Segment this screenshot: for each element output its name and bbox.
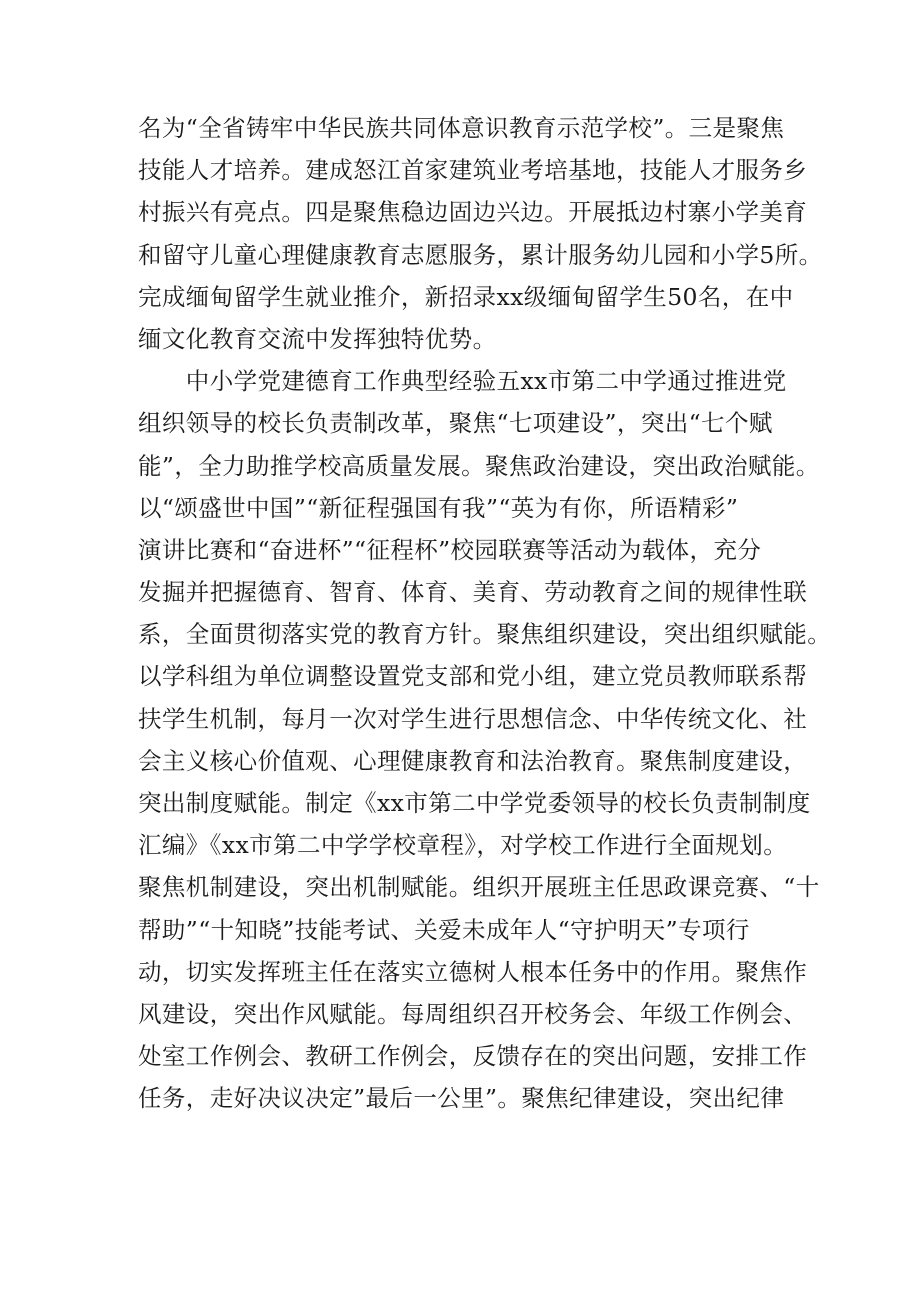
text-line: 系，全面贯彻落实党的教育方针。聚焦组织建设，突出组织赋能。 (138, 620, 832, 649)
text-line: 完成缅甸留学生就业推介，新招录xx级缅甸留学生50名，在中 (138, 282, 794, 311)
text-line: 演讲比赛和“奋进杯”“征程杯”校园联赛等活动为载体，充分 (138, 535, 762, 564)
text-line: 处室工作例会、教研工作例会，反馈存在的突出问题，安排工作 (138, 1042, 808, 1071)
text-line: 发掘并把握德育、智育、体育、美育、劳动教育之间的规律性联 (138, 578, 808, 607)
text-line: 任务，走好决议决定”最后一公里”。聚焦纪律建设，突出纪律 (138, 1084, 785, 1113)
text-line: 帮助”“十知晓”技能考试、关爱未成年人“守护明天”专项行 (138, 915, 750, 944)
text-line: 扶学生机制，每月一次对学生进行思想信念、中华传统文化、社 (138, 704, 808, 733)
text-line: 突出制度赋能。制定《xx市第二中学党委领导的校长负责制制度 (138, 789, 811, 817)
text-line: 中小学党建德育工作典型经验五xx市第二中学通过推进党 (138, 367, 787, 396)
body-text (138, 107, 832, 1120)
text-line: 聚焦机制建设，突出机制赋能。组织开展班主任思政课竞赛、“十 (138, 873, 820, 902)
text-line: 组织领导的校长负责制改革，聚焦“七项建设”，突出“七个赋 (138, 409, 773, 438)
text-line: 汇编》《xx市第二中学学校章程》，对学校工作进行全面规划。 (138, 831, 788, 860)
text-line: 名为“全省铸牢中华民族共同体意识教育示范学校”。三是聚焦 (138, 114, 785, 142)
text-line: 村振兴有亮点。四是聚焦稳边固边兴边。开展抵边村寨小学美育 (138, 198, 808, 227)
text-line: 技能人才培养。建成怒江首家建筑业考培基地，技能人才服务乡 (138, 156, 808, 185)
text-line: 能”，全力助推学校高质量发展。聚焦政治建设，突出政治赋能。 (138, 451, 820, 480)
text-line: 以学科组为单位调整设置党支部和党小组，建立党员教师联系帮 (138, 662, 808, 691)
text-line: 动，切实发挥班主任在落实立德树人根本任务中的作用。聚焦作 (138, 957, 808, 986)
text-line: 和留守儿童心理健康教育志愿服务，累计服务幼儿园和小学5所。 (138, 240, 823, 269)
text-line: 会主义核心价值观、心理健康教育和法治教育。聚焦制度建设， (138, 746, 808, 775)
text-line: 缅文化教育交流中发挥独特优势。 (138, 324, 497, 353)
text-line: 风建设，突出作风赋能。每周组织召开校务会、年级工作例会、 (138, 999, 808, 1028)
text-line: 以“颂盛世中国”“新征程强国有我”“英为有你，所语精彩” (138, 493, 739, 522)
